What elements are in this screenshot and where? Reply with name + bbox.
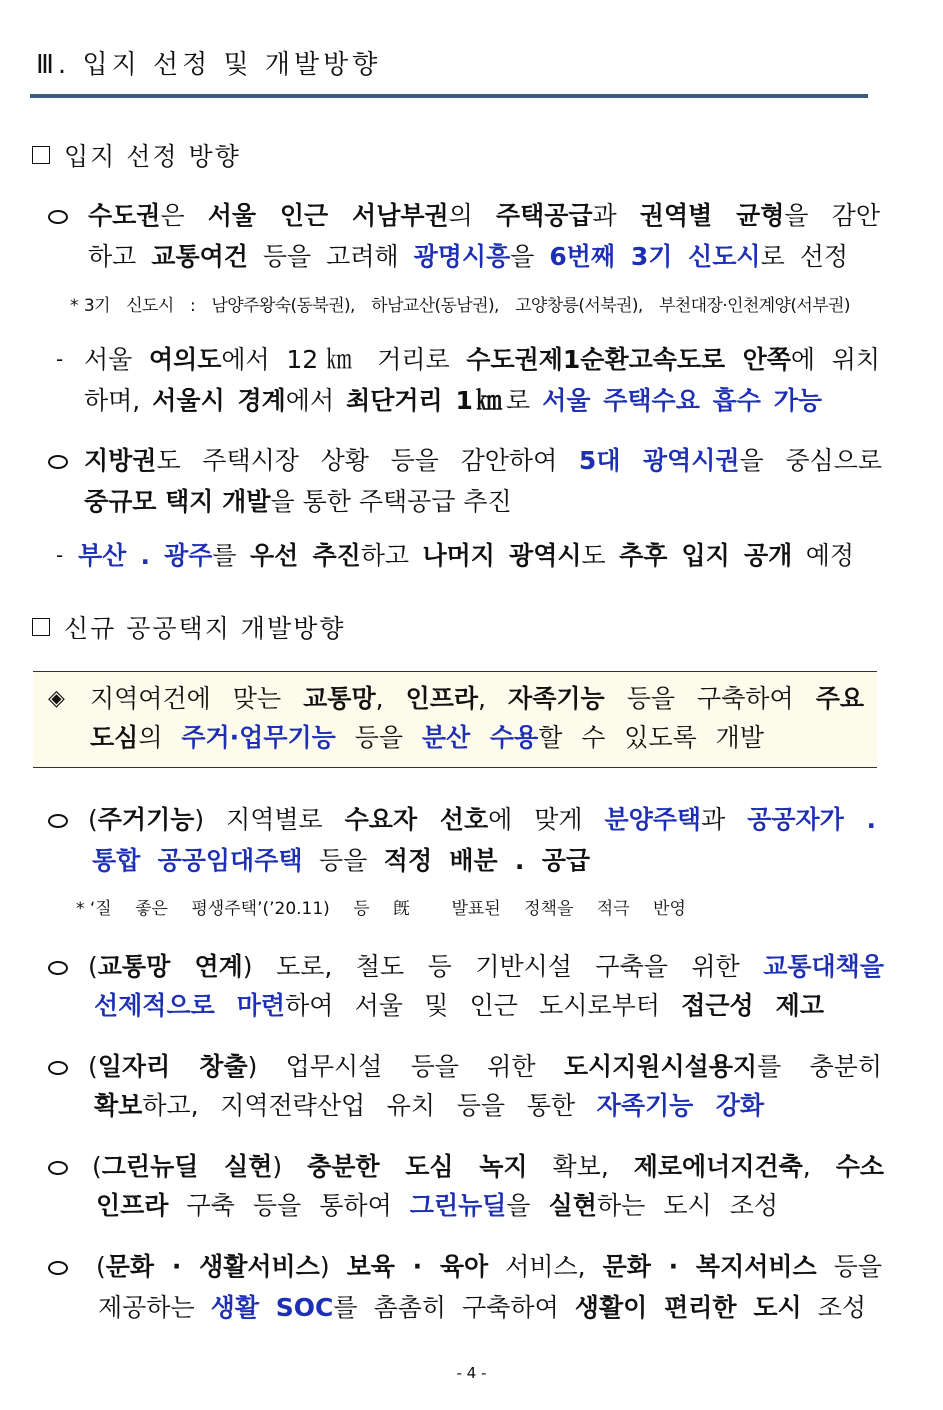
text-run: 하며, <box>84 386 153 415</box>
emphasis-text: 수요자 선호 <box>344 805 489 834</box>
circle-bullet-icon <box>48 961 68 975</box>
text-run: 하고 <box>88 242 152 271</box>
emphasis-text: 접근성 제고 <box>681 991 824 1020</box>
text-run: 할 수 있도록 개발 <box>538 723 764 752</box>
emphasis-text: 교통여건 <box>151 242 248 271</box>
highlight-text: 주거·업무기능 <box>181 723 336 752</box>
text-run: 확보, <box>527 1152 634 1181</box>
text-run: 등을 <box>335 723 422 752</box>
square-bullet-icon <box>32 618 50 636</box>
highlight-text: 분산 수용 <box>421 723 539 752</box>
text-run: 조성 <box>801 1293 867 1322</box>
text-run: 을 <box>510 242 550 271</box>
text-run: ) <box>272 1152 308 1181</box>
highlight-text: 선제적으로 마련 <box>94 991 286 1020</box>
text-run: 의 <box>138 723 182 752</box>
paragraph-line <box>84 388 822 413</box>
emphasis-text: 생활이 편리한 도시 <box>574 1293 802 1322</box>
diamond-bullet-icon: ◈ <box>48 686 65 711</box>
emphasis-text: 주택공급 <box>495 201 593 230</box>
highlight-text: 6번째 3기 신도시 <box>549 242 761 271</box>
text-run: 제공하는 <box>98 1293 211 1322</box>
text-run: 하는 도시 조성 <box>596 1191 778 1220</box>
text-run: 를 촘촘히 구축하여 <box>333 1293 575 1322</box>
text-run: 의 <box>448 201 496 230</box>
paragraph-line <box>96 1254 882 1279</box>
text-run: ) 지역별로 <box>194 805 345 834</box>
paragraph-line <box>94 1093 764 1118</box>
text-run: 하고 <box>360 541 423 570</box>
page-title: Ⅲ. 입지 선정 및 개발방향 <box>36 50 382 80</box>
text-run: 등을 <box>302 846 384 875</box>
emphasis-text: 실현 <box>548 1191 597 1220</box>
emphasis-text: 인프라 <box>405 684 479 713</box>
emphasis-text: 지방권 <box>84 446 157 475</box>
title-divider <box>30 94 868 98</box>
text-run: 에서 <box>285 386 347 415</box>
emphasis-text: 도심 <box>90 723 139 752</box>
emphasis-text: 교통망 <box>303 684 376 713</box>
paragraph-line <box>92 1154 884 1179</box>
emphasis-text: 그린뉴딜 실현 <box>101 1152 273 1181</box>
callout-line <box>90 686 864 711</box>
callout-line <box>90 725 764 750</box>
text-run: , <box>802 1152 836 1181</box>
emphasis-text: 적정 배분 . 공급 <box>383 846 590 875</box>
dash-mark: - <box>56 347 64 371</box>
text-run: 등을 고려해 <box>247 242 414 271</box>
text-run: ( <box>88 952 98 981</box>
emphasis-text: 제로에너지건축 <box>633 1152 803 1181</box>
section-heading-site-selection: 입지 선정 방향 <box>32 144 241 169</box>
text-run: 도 주택시장 상황 등을 감안하여 <box>156 446 579 475</box>
emphasis-text: 수소 <box>835 1152 884 1181</box>
highlight-text: 생활 SOC <box>210 1293 334 1322</box>
highlight-text: 서울 주택수요 흡수 가능 <box>542 386 822 415</box>
text-run: 를 <box>212 541 250 570</box>
highlight-text: 분양주택 <box>604 805 702 834</box>
text-run: ) <box>319 1252 347 1281</box>
text-run: ( <box>88 805 98 834</box>
text-run: 도 <box>581 541 620 570</box>
emphasis-text: 주요 <box>815 684 864 713</box>
text-run: , <box>478 684 509 713</box>
circle-bullet-icon <box>48 455 68 469</box>
text-run: ( <box>88 1052 98 1081</box>
text-run: 에 맞게 <box>488 805 605 834</box>
text-run: 을 중심으로 <box>739 446 882 475</box>
circle-bullet-icon <box>48 1061 68 1075</box>
emphasis-text: 서울 인근 서남부권 <box>207 201 449 230</box>
footnote-text: 3기 신도시 : 남양주왕숙(동북권), 하남교산(동남권), 고양창릉(서북권), 부천대장·인천계양(서부권) <box>83 296 850 316</box>
emphasis-text: 추후 입지 공개 <box>619 541 793 570</box>
paragraph-line <box>84 347 880 372</box>
highlight-text: 그린뉴딜 <box>409 1191 507 1220</box>
emphasis-text: 서울시 경계 <box>152 386 286 415</box>
paragraph-line <box>98 1295 866 1320</box>
page-number: - 4 - <box>456 1364 487 1382</box>
highlight-text: 공공자가 . <box>747 805 876 834</box>
emphasis-text: 확보 <box>94 1091 143 1120</box>
circle-bullet-icon <box>48 1261 68 1275</box>
paragraph-line <box>84 448 882 473</box>
highlight-text: 통합 공공임대주택 <box>92 846 303 875</box>
text-run: 로 선정 <box>760 242 848 271</box>
emphasis-text: 나머지 광역시 <box>422 541 582 570</box>
highlight-text: 자족기능 강화 <box>596 1091 764 1120</box>
text-run: 은 <box>160 201 208 230</box>
paragraph-line <box>84 489 512 514</box>
paragraph-line <box>88 954 884 979</box>
text-run: 예정 <box>792 541 854 570</box>
text-run: 지역여건에 맞는 <box>90 684 304 713</box>
highlight-text: 광명시흥 <box>413 242 511 271</box>
section-heading-development-direction: 신규 공공택지 개발방향 <box>32 616 345 641</box>
emphasis-text: 자족기능 <box>508 684 605 713</box>
circle-bullet-icon <box>48 814 68 828</box>
paragraph-line <box>94 993 824 1018</box>
emphasis-text: 주거기능 <box>97 805 195 834</box>
emphasis-text: 수도권 <box>88 201 161 230</box>
highlight-text: 5대 광역시권 <box>578 446 740 475</box>
highlight-text: 부산 . 광주 <box>78 541 213 570</box>
emphasis-text: 우선 추진 <box>249 541 361 570</box>
text-run: ) 업무시설 등을 위한 <box>247 1052 564 1081</box>
text-run: 에서 12㎞ 거리로 <box>221 345 467 374</box>
emphasis-text: 교통망 연계 <box>97 952 243 981</box>
dash-mark: - <box>56 543 64 567</box>
text-run: 구축 등을 통하여 <box>168 1191 410 1220</box>
emphasis-text: 여의도 <box>148 345 222 374</box>
emphasis-text: 인프라 <box>96 1191 169 1220</box>
emphasis-text: 문화 · 복지서비스 <box>602 1252 817 1281</box>
text-run: ( <box>92 1152 102 1181</box>
paragraph-line <box>92 848 590 873</box>
asterisk-mark: * <box>70 296 79 316</box>
text-run: 등을 <box>816 1252 882 1281</box>
circle-bullet-icon <box>48 210 68 224</box>
emphasis-text: 최단거리 1㎞ <box>346 386 507 415</box>
text-run: 서울 <box>84 345 149 374</box>
footnote <box>70 298 850 315</box>
text-run: 로 <box>506 386 543 415</box>
emphasis-text: 보육 · 육아 <box>346 1252 489 1281</box>
asterisk-mark: * <box>76 899 85 919</box>
text-run: 를 충분히 <box>757 1052 882 1081</box>
highlight-text: 교통대책을 <box>763 952 884 981</box>
emphasis-text: 충분한 도심 녹지 <box>307 1152 528 1181</box>
text-run: ( <box>96 1252 106 1281</box>
emphasis-text: 중규모 택지 개발 <box>84 487 271 516</box>
footnote-text: ‘질 좋은 평생주택’(’20.11) 등 旣 발표된 정책을 적극 반영 <box>89 899 686 919</box>
paragraph-line <box>88 807 876 832</box>
paragraph-line <box>88 244 848 269</box>
circle-bullet-icon <box>48 1161 68 1175</box>
square-bullet-icon <box>32 146 50 164</box>
text-run: 을 감안 <box>784 201 880 230</box>
paragraph-line <box>78 543 854 568</box>
emphasis-text: 도시지원시설용지 <box>563 1052 758 1081</box>
paragraph-line <box>88 203 880 228</box>
emphasis-text: 권역별 균형 <box>639 201 785 230</box>
text-run: 등을 구축하여 <box>604 684 816 713</box>
emphasis-text: 수도권제1순환고속도로 안쪽 <box>466 345 791 374</box>
text-run: 서비스, <box>488 1252 603 1281</box>
text-run: 과 <box>701 805 748 834</box>
text-run: ) 도로, 철도 등 기반시설 구축을 위한 <box>242 952 764 981</box>
emphasis-text: 일자리 창출 <box>97 1052 248 1081</box>
text-run: 을 통한 주택공급 추진 <box>270 487 512 516</box>
paragraph-line <box>96 1193 778 1218</box>
text-run: 과 <box>592 201 640 230</box>
paragraph-line <box>88 1054 882 1079</box>
text-run: 에 위치 <box>790 345 881 374</box>
text-run: 하고, 지역전략산업 유치 등을 통한 <box>142 1091 597 1120</box>
text-run: 하여 서울 및 인근 도시로부터 <box>285 991 682 1020</box>
text-run: , <box>375 684 406 713</box>
emphasis-text: 문화 · 생활서비스 <box>105 1252 320 1281</box>
footnote <box>76 901 686 918</box>
text-run: 을 <box>506 1191 549 1220</box>
